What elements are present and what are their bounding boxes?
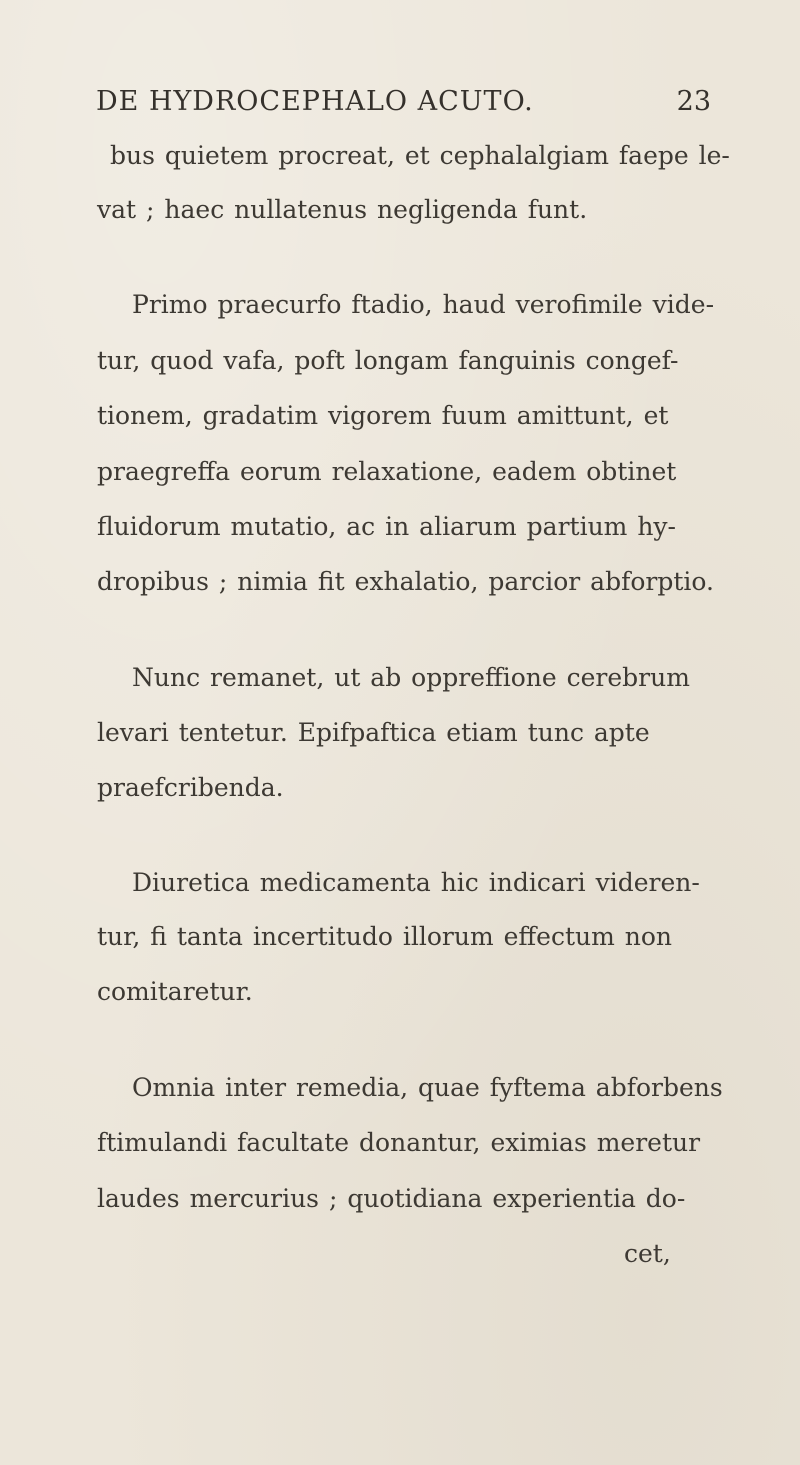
- text-line: Nunc remanet, ut ab oppreffione cerebrum: [132, 663, 690, 692]
- page-number: 23: [676, 86, 711, 117]
- text-line: Primo praecurfo ftadio, haud verofimile vide-: [132, 290, 715, 319]
- text-line: levari tentetur. Epifpaftica etiam tunc apte: [97, 718, 650, 747]
- text-line: Omnia inter remedia, quae fyftema abforbens: [132, 1073, 723, 1102]
- text-line: praefcribenda.: [97, 773, 284, 802]
- text-line: tur, quod vafa, poft longam fanguinis congef-: [97, 346, 679, 375]
- text-line: comitaretur.: [97, 977, 253, 1006]
- text-line: dropibus ; nimia fit exhalatio, parcior abforptio.: [97, 567, 714, 596]
- catchword: cet,: [624, 1239, 671, 1268]
- text-line: bus quietem procreat, et cephalalgiam faepe le-: [110, 141, 730, 170]
- text-line: tionem, gradatim vigorem fuum amittunt, et: [97, 401, 669, 430]
- text-line: vat ; haec nullatenus negligenda funt.: [97, 195, 588, 224]
- text-line: praegreffa eorum relaxatione, eadem obtinet: [97, 457, 677, 486]
- text-line: ftimulandi facultate donantur, eximias meretur: [97, 1128, 701, 1157]
- text-line: tur, fi tanta incertitudo illorum effectum non: [97, 922, 673, 951]
- text-line: Diuretica medicamenta hic indicari videren-: [132, 868, 700, 897]
- page-header: [96, 86, 711, 126]
- text-line: fluidorum mutatio, ac in aliarum partium hy-: [97, 512, 677, 541]
- running-title: DE HYDROCEPHALO ACUTO.: [96, 86, 534, 117]
- text-line: laudes mercurius ; quotidiana experientia do-: [97, 1184, 686, 1213]
